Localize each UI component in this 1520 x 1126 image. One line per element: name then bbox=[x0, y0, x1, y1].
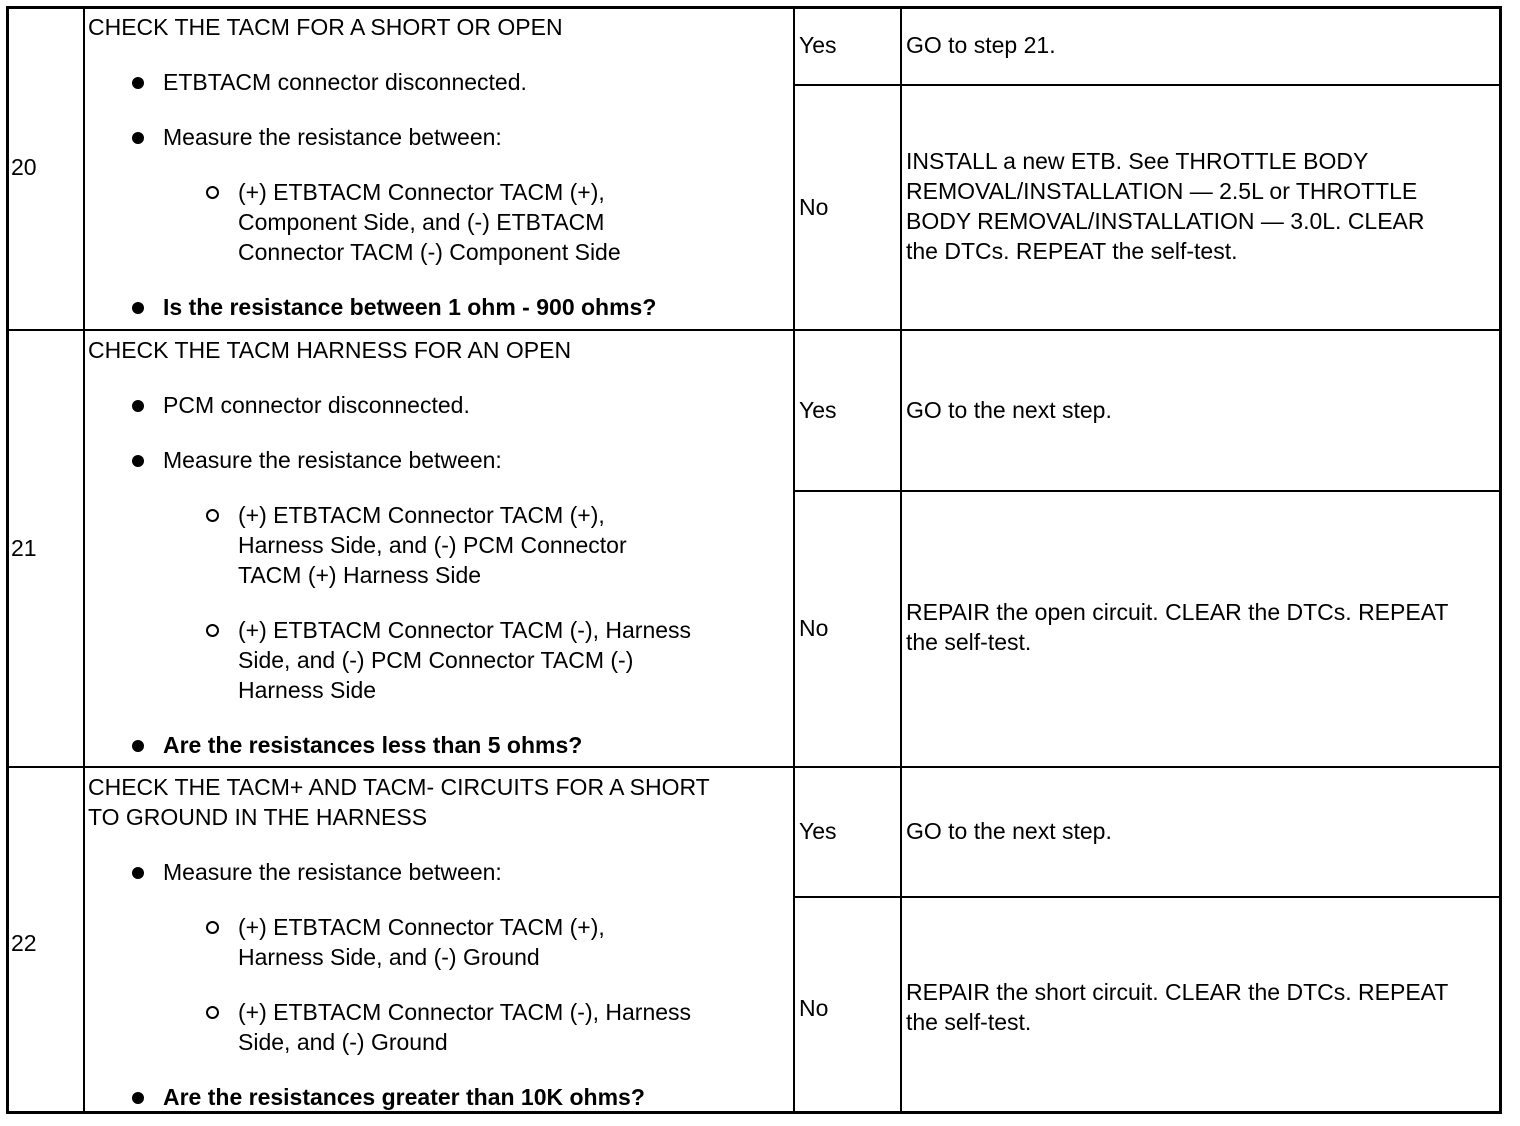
bullet-icon bbox=[132, 77, 144, 89]
step-question: Are the resistances greater than 10K ohms? bbox=[163, 1084, 645, 1110]
bullet-text: PCM connector disconnected. bbox=[163, 392, 470, 418]
sub-bullet-icon bbox=[206, 624, 219, 637]
step-title: CHECK THE TACM HARNESS FOR AN OPEN bbox=[88, 337, 572, 363]
no-action: the DTCs. REPEAT the self-test. bbox=[906, 238, 1238, 264]
no-action: REMOVAL/INSTALLATION — 2.5L or THROTTLE bbox=[906, 178, 1418, 204]
bullet-icon bbox=[132, 455, 144, 467]
sub-bullet-icon bbox=[206, 509, 219, 522]
yes-action: GO to the next step. bbox=[906, 397, 1112, 423]
sub-bullet-text: (+) ETBTACM Connector TACM (+), bbox=[238, 914, 605, 940]
step-question: Is the resistance between 1 ohm - 900 ohms? bbox=[163, 294, 657, 320]
sub-bullet-text: Side, and (-) Ground bbox=[238, 1029, 448, 1055]
bullet-icon bbox=[132, 400, 144, 412]
no-action: the self-test. bbox=[906, 1009, 1032, 1035]
step-title: TO GROUND IN THE HARNESS bbox=[88, 804, 428, 830]
sub-bullet-icon bbox=[206, 1006, 219, 1019]
step-title: CHECK THE TACM+ AND TACM- CIRCUITS FOR A SHORT bbox=[88, 774, 710, 800]
bullet-text: ETBTACM connector disconnected. bbox=[163, 69, 527, 95]
sub-bullet-text: (+) ETBTACM Connector TACM (+), bbox=[238, 502, 605, 528]
sub-bullet-text: Component Side, and (-) ETBTACM bbox=[238, 209, 605, 235]
sub-bullet-text: Harness Side bbox=[238, 677, 377, 703]
sub-bullet-text: (+) ETBTACM Connector TACM (-), Harness bbox=[238, 617, 692, 643]
column-divider-step bbox=[83, 9, 85, 1111]
step-number: 20 bbox=[11, 154, 37, 180]
yes-action: GO to the next step. bbox=[906, 818, 1112, 844]
bullet-icon bbox=[132, 1092, 144, 1104]
cell-divider-yes-no bbox=[793, 490, 1499, 492]
row-divider bbox=[9, 329, 1499, 331]
sub-bullet-text: TACM (+) Harness Side bbox=[238, 562, 482, 588]
column-divider-result bbox=[900, 9, 902, 1111]
yes-action: GO to step 21. bbox=[906, 32, 1056, 58]
bullet-icon bbox=[132, 867, 144, 879]
no-action: BODY REMOVAL/INSTALLATION — 3.0L. CLEAR bbox=[906, 208, 1425, 234]
bullet-icon bbox=[132, 740, 144, 752]
no-label: No bbox=[799, 995, 829, 1021]
no-action: REPAIR the short circuit. CLEAR the DTCs. REPEAT bbox=[906, 979, 1449, 1005]
no-action: INSTALL a new ETB. See THROTTLE BODY bbox=[906, 148, 1369, 174]
column-divider-action bbox=[793, 9, 795, 1111]
yes-label: Yes bbox=[799, 818, 837, 844]
step-title: CHECK THE TACM FOR A SHORT OR OPEN bbox=[88, 14, 563, 40]
sub-bullet-text: (+) ETBTACM Connector TACM (-), Harness bbox=[238, 999, 692, 1025]
bullet-text: Measure the resistance between: bbox=[163, 859, 502, 885]
sub-bullet-text: (+) ETBTACM Connector TACM (+), bbox=[238, 179, 605, 205]
bullet-icon bbox=[132, 302, 144, 314]
cell-divider-yes-no bbox=[793, 84, 1499, 86]
no-action: REPAIR the open circuit. CLEAR the DTCs. REPEAT bbox=[906, 599, 1449, 625]
bullet-text: Measure the resistance between: bbox=[163, 124, 502, 150]
no-label: No bbox=[799, 194, 829, 220]
step-question: Are the resistances less than 5 ohms? bbox=[163, 732, 583, 758]
yes-label: Yes bbox=[799, 32, 837, 58]
bullet-text: Measure the resistance between: bbox=[163, 447, 502, 473]
cell-divider-yes-no bbox=[793, 896, 1499, 898]
bullet-icon bbox=[132, 132, 144, 144]
no-label: No bbox=[799, 615, 829, 641]
no-action: the self-test. bbox=[906, 629, 1032, 655]
step-number: 21 bbox=[11, 535, 37, 561]
sub-bullet-text: Harness Side, and (-) Ground bbox=[238, 944, 540, 970]
sub-bullet-icon bbox=[206, 921, 219, 934]
sub-bullet-icon bbox=[206, 186, 219, 199]
yes-label: Yes bbox=[799, 397, 837, 423]
sub-bullet-text: Harness Side, and (-) PCM Connector bbox=[238, 532, 627, 558]
step-number: 22 bbox=[11, 930, 37, 956]
sub-bullet-text: Connector TACM (-) Component Side bbox=[238, 239, 621, 265]
sub-bullet-text: Side, and (-) PCM Connector TACM (-) bbox=[238, 647, 634, 673]
row-divider bbox=[9, 766, 1499, 768]
